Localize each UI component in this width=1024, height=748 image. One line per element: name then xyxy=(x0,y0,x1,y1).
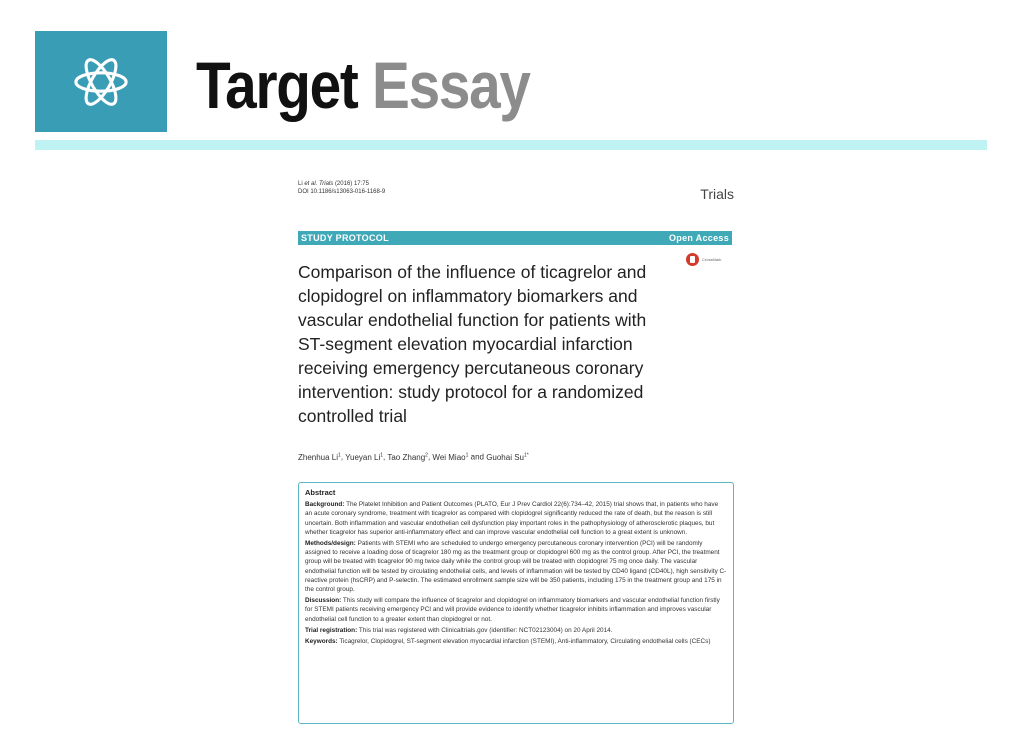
citation-line-1 xyxy=(298,180,385,188)
title-word-light: Essay xyxy=(372,48,530,122)
accent-divider xyxy=(35,140,987,150)
abstract-registration: Trial registration: This trial was registered with Clinicaltrials.gov (identifier: NCT02123004) on 20 April 2014. xyxy=(305,626,613,634)
abstract-heading: Abstract xyxy=(305,488,336,497)
crossmark-label: CrossMark xyxy=(702,257,722,262)
study-protocol-bar xyxy=(298,231,732,245)
author: Guohai $Su^{1*}$ xyxy=(486,452,529,462)
author: Yueyan Li$^1$ xyxy=(345,452,384,462)
abstract-discussion: Discussion: This study will compare the influence of ticagrelor and clopidogrel on inflammatory biomarkers and vascular endothelial function firstly for STEMI patients receiving emergency PCI and will provide evidence to identify whether ticagrelor inhibits inflammation and improves vascular endothelial cell function to a greater extent than clopidogrel or not. xyxy=(305,597,720,623)
citation-author: Li xyxy=(298,181,303,187)
logo-box xyxy=(35,31,167,132)
author: Zhenhua Li$^1$ xyxy=(298,452,341,462)
crossmark-icon xyxy=(686,253,699,266)
paper-title: Comparison of the influence of ticagrelor and clopidogrel on inflammatory biomarkers and vascular endothelial function for patients with ST-segment elevation myocardial infarction receiving emergency percutaneous coronary intervention: study protocol for a randomized controlled trial xyxy=(298,262,647,426)
author: Tao Zhang$^2$ xyxy=(387,452,428,462)
title-word-dark: Target xyxy=(196,48,358,122)
author-list: Zhenhua Li$^1$, Yueyan Li$^1$, Tao Zhang$^2$, Wei Miao$^1$ and Guohai $Su^{1*}$ xyxy=(298,452,529,462)
slide-title xyxy=(196,45,530,125)
citation-doi: DOI 10.1186/s13063-016-1168-9 xyxy=(298,189,386,195)
author: Wei Miao$^1$ xyxy=(432,452,469,462)
abstract-background: Background: The Platelet Inhibition and Patient Outcomes (PLATO, Eur J Prev Cardiol 22(6):734–42, 2015) trial shows that, in patients who have an acute coronary syndrome, treatment with ticagrelor as compared with clopidogrel significantly reduced the rate of death, but the reason is still uncertain. Both inflammation and vascular endothelian cell dysfunction play important roles in the pathophysiology of atherosclerotic plaques, but whether ticagrelor has superior anti-inflammatory effect and can improve vascular endothelial cell function to a great extent is unknown. xyxy=(305,501,719,536)
section-label: STUDY PROTOCOL xyxy=(301,233,389,243)
citation-journal: Trials xyxy=(319,181,334,187)
abstract-methods: Methods/design: Patients with STEMI who are scheduled to undergo emergency percutaneous coronary intervention (PCI) will be randomly assigned to receive a loading dose of ticagrelor 180 mg as the treatment group or clopidogrel 600 mg as the control group. After PCI, the treatment group will be treated with ticagrelor 90 mg twice daily while the control group will be treated with clopidogrel 75 mg once daily. The vascular endothelial function will be tested by circulating endothelial cells, and levels of inflammation will be tested by CD40 ligand (CD40L), high sensitivity C-reactive protein (hsCRP) and P-selectin. The estimated enrollment sample size will be 350 patients, including 175 in the treatment group and 175 in the control group. xyxy=(305,540,727,594)
citation-etal: et al. xyxy=(304,181,318,187)
open-access-label: Open Access xyxy=(669,233,729,243)
journal-name: Trials xyxy=(700,186,734,202)
citation-volume: (2016) 17:75 xyxy=(334,181,369,187)
abstract-box xyxy=(298,482,734,724)
crossmark-badge[interactable] xyxy=(686,253,721,266)
atom-icon xyxy=(72,53,130,111)
paper-first-page xyxy=(298,176,736,736)
abstract-keywords: Keywords: Ticagrelor, Clopidogrel, ST-segment elevation myocardial infarction (STEMI), Anti-inflammatory, Circulating endothelial cells (CECs) xyxy=(305,638,711,646)
citation-block xyxy=(298,180,385,196)
